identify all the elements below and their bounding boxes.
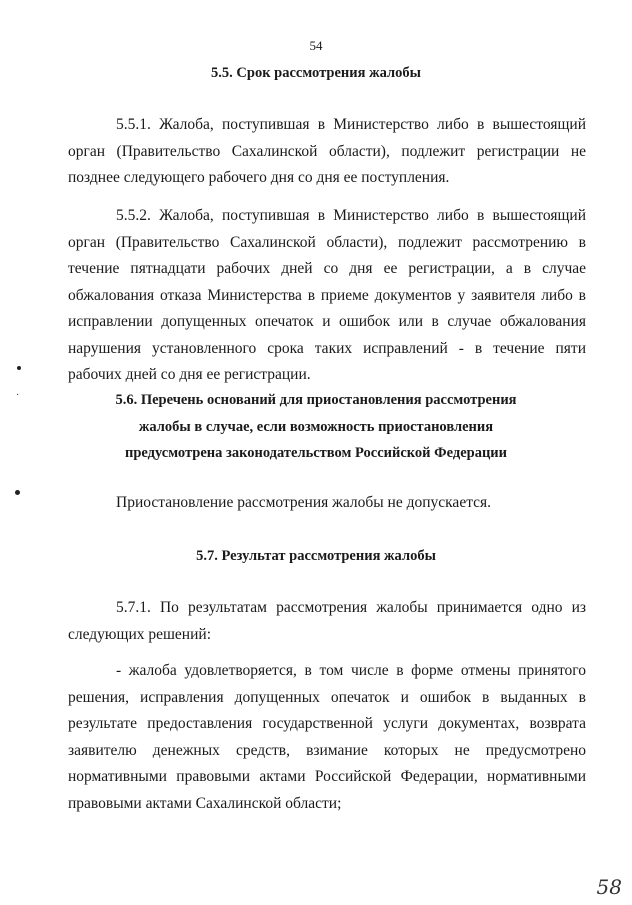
page-number: 54: [309, 38, 323, 53]
handwritten-page-number: 58: [596, 875, 622, 899]
scan-mark: ·: [16, 390, 20, 401]
scan-dot: [17, 366, 21, 370]
paragraph-5-7-1-item-1: - жалоба удовлетворяется, в том числе в форме отмены принятого решения, исправления допущенных опечаток и ошибок в выданных в результате предоставления государственной услуги документах, возврата заявителю денежных средств, взимание которых не предусмотрено нормативными правовыми актами Российской Федерации, нормативными правовыми актами Сахалинской области;: [68, 662, 586, 812]
section-5-7-heading: 5.7. Результат рассмотрения жалобы: [196, 548, 436, 564]
paragraph-5-6: Приостановление рассмотрения жалобы не допускается.: [116, 494, 492, 511]
section-5-6-heading-line-1: 5.6. Перечень оснований для приостановления рассмотрения: [115, 392, 517, 408]
scan-dot: [15, 490, 20, 495]
paragraph-5-7-1: 5.7.1. По результатам рассмотрения жалобы принимается одно из следующих решений:: [68, 599, 586, 643]
section-5-6-heading-line-3: предусмотрена законодательством Российской Федерации: [124, 445, 508, 461]
paragraph-5-5-2: 5.5.2. Жалоба, поступившая в Министерство либо в вышестоящий орган (Правительство Сахалинской области), подлежит рассмотрению в течение пятнадцати рабочих дней со дня ее регистрации, а в случае обжалования отказа Министерства в приеме документов у заявителя либо в исправлении допущенных опечаток и ошибок или в случае обжалования нарушения установленного срока таких исправлений - в течение пяти рабочих дней со дня ее регистрации.: [68, 207, 586, 383]
paragraph-5-5-1: 5.5.1. Жалоба, поступившая в Министерство либо в вышестоящий орган (Правительство Сахалинской области), подлежит регистрации не позднее следующего рабочего дня со дня ее поступления.: [68, 116, 586, 186]
section-5-5-heading: 5.5. Срок рассмотрения жалобы: [211, 65, 421, 81]
section-5-6-heading-line-2: жалобы в случае, если возможность приостановления: [138, 419, 494, 435]
